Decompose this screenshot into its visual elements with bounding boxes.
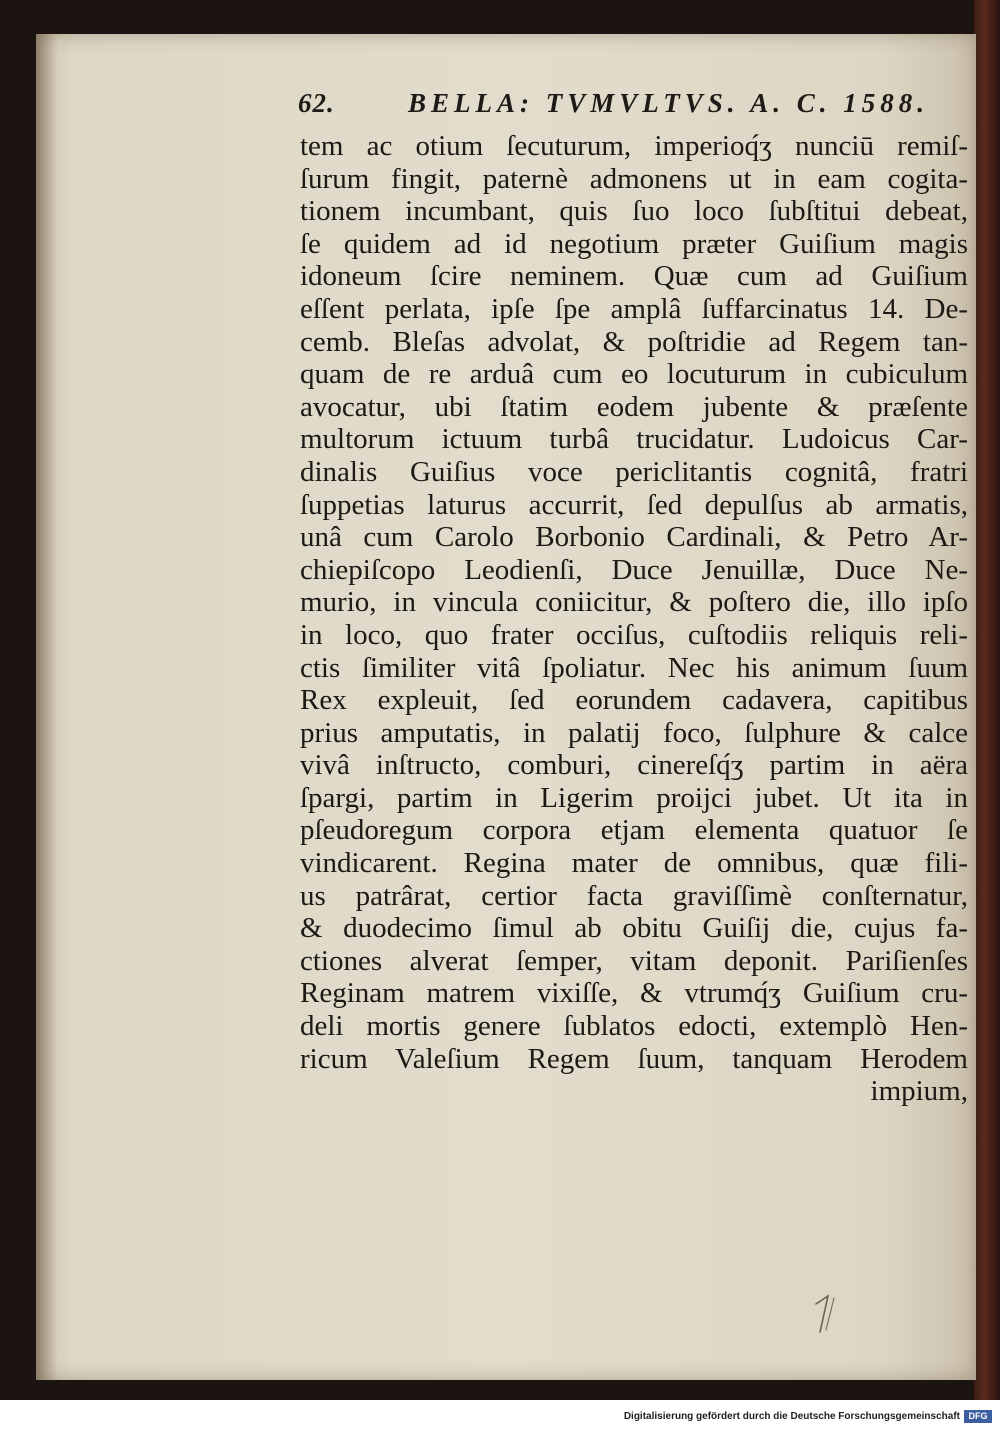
text-line: in loco, quo frater occiſus, cuſtodiis reliquis reli- [300,618,968,651]
text-line: vivâ inſtructo, comburi, cinereſq́ʒ partim in aëra [300,749,968,782]
text-line: tionem incumbant, quis ſuo loco ſubſtitui debeat, [300,195,968,228]
text-line: deli mortis genere ſublatos edocti, extemplò Hen- [300,1010,968,1043]
text-line: ricum Valeſium Regem ſuum, tanquam Herodem [300,1042,968,1075]
pencil-folio-mark [812,1292,842,1336]
body-text [300,130,968,1108]
page-gutter-shadow [36,34,58,1380]
dfg-logo: DFG [964,1410,992,1423]
text-line: dinalis Guiſius voce periclitantis cognitâ, fratri [300,455,968,488]
text-line: & duodecimo ſimul ab obitu Guiſij die, cujus fa- [300,912,968,945]
text-line: ſpargi, partim in Ligerim proijci jubet. Ut ita in [300,781,968,814]
text-line: pſeudoregum corpora etjam elementa quatuor ſe [300,814,968,847]
text-line: Rex expleuit, ſed eorundem cadavera, capitibus [300,684,968,717]
book-cover-edge [974,0,1000,1400]
text-line: prius amputatis, in palatij foco, ſulphure & calce [300,716,968,749]
text-line: tem ac otium ſecuturum, imperioq́ʒ nunciū remiſ- [300,130,968,162]
text-line: quam de re arduâ cum eo locuturum in cubiculum [300,358,968,391]
text-line: cemb. Bleſas advolat, & poſtridie ad Regem tan- [300,325,968,358]
text-line: idoneum ſcire neminem. Quæ cum ad Guiſium [300,260,968,293]
running-title: BELLA: TVMVLTVS. A. C. 1588. [408,88,930,118]
digitization-credit: Digitalisierung gefördert durch die Deutsche Forschungsgemeinschaft [623,1411,960,1422]
text-line: murio, in vincula coniicitur, & poſtero die, illo ipſo [300,586,968,619]
running-head [298,88,968,128]
text-line: vindicarent. Regina mater de omnibus, quæ fili- [300,847,968,880]
text-line: eſſent perlata, ipſe ſpe amplâ ſuffarcinatus 14. De- [300,292,968,325]
page-number: 62. [298,88,335,118]
text-line: ſurum fingit, paternè admonens ut in eam cogita- [300,162,968,195]
text-line: multorum ictuum turbâ trucidatur. Ludoicus Car- [300,423,968,456]
text-line: ctis ſimiliter vitâ ſpoliatur. Nec his animum ſuum [300,651,968,684]
text-line: chiepiſcopo Leodienſi, Duce Jenuillæ, Duce Ne- [300,553,968,586]
text-line: avocatur, ubi ſtatim eodem jubente & præſente [300,390,968,423]
text-line: impium, [870,1075,968,1108]
text-line: ſe quidem ad id negotium præter Guiſium magis [300,227,968,260]
text-line: us patrârat, certior facta graviſſimè conſternatur, [300,879,968,912]
text-line: ſuppetias laturus accurrit, ſed depulſus ab armatis, [300,488,968,521]
text-line: ctiones alverat ſemper, vitam deponit. Pariſienſes [300,944,968,977]
text-line: Reginam matrem vixiſſe, & vtrumq́ʒ Guiſium cru- [300,977,968,1010]
text-line: unâ cum Carolo Borbonio Cardinali, & Petro Ar- [300,521,968,554]
